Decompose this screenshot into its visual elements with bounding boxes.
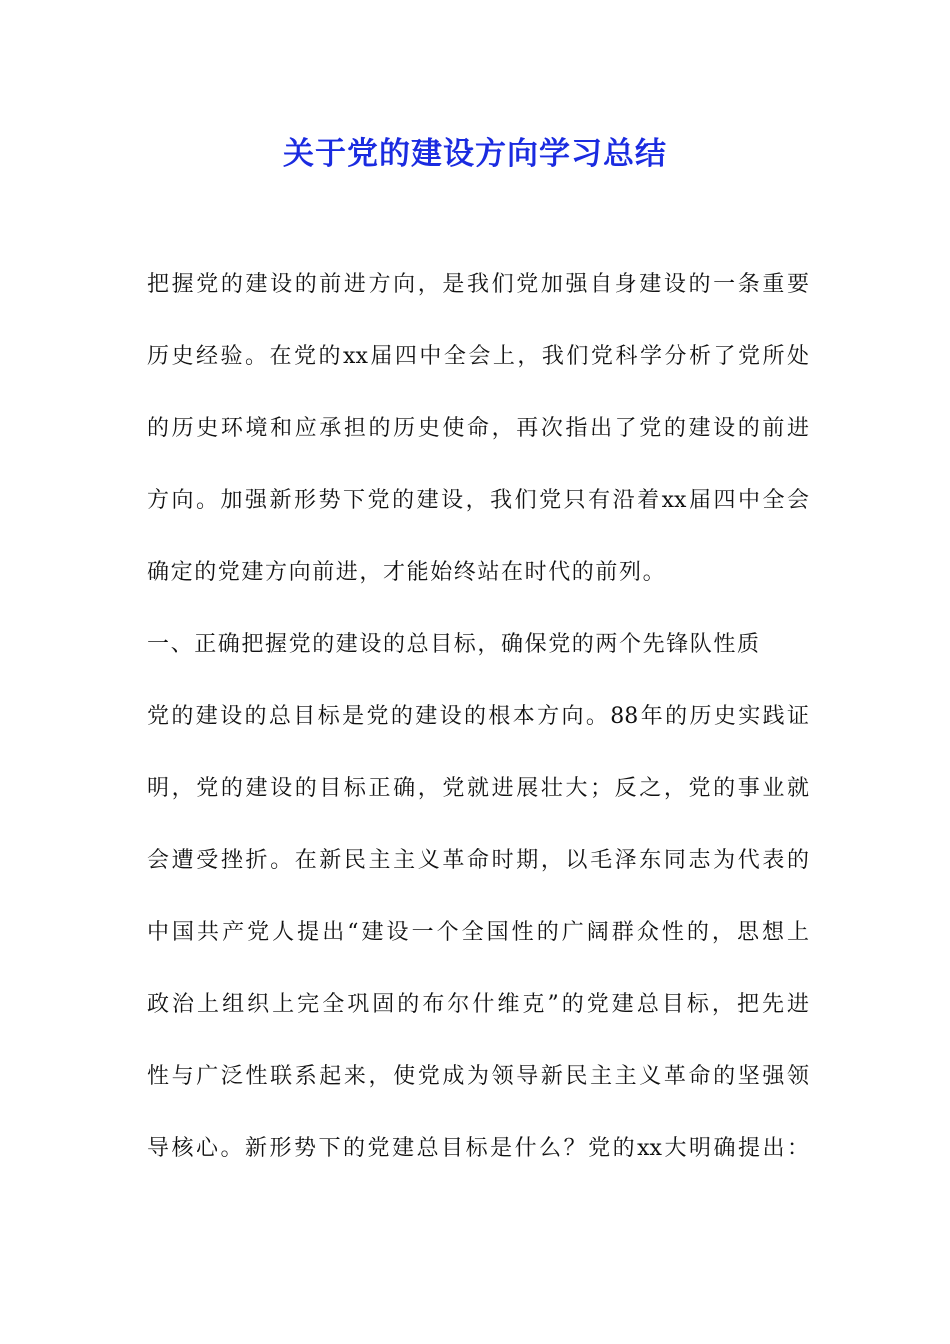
paragraph-2-line-1: 党的建设的总目标是党的建设的根本方向。88年的历史实践证 <box>147 704 809 729</box>
paragraph-2-line-5: 政治上组织上完全巩固的布尔什维克”的党建总目标，把先进 <box>147 992 809 1017</box>
section-heading-1: 一、正确把握党的建设的总目标，确保党的两个先锋队性质 <box>147 632 761 657</box>
paragraph-2-line-6: 性与广泛性联系起来，使党成为领导新民主主义革命的坚强领 <box>147 1064 809 1089</box>
document-title: 关于党的建设方向学习总结 <box>283 136 667 172</box>
paragraph-1-line-2: 历史经验。在党的xx届四中全会上，我们党科学分析了党所处 <box>147 344 809 369</box>
paragraph-1-line-5: 确定的党建方向前进，才能始终站在时代的前列。 <box>147 560 667 585</box>
paragraph-2-line-4: 中国共产党人提出“建设一个全国性的广阔群众性的，思想上 <box>147 920 809 945</box>
paragraph-2-line-2: 明，党的建设的目标正确，党就进展壮大；反之，党的事业就 <box>147 776 809 801</box>
paragraph-2-line-7: 导核心。新形势下的党建总目标是什么？党的xx大明确提出： <box>147 1136 809 1161</box>
paragraph-1-line-4: 方向。加强新形势下党的建设，我们党只有沿着xx届四中全会 <box>147 488 809 513</box>
paragraph-1-line-1: 把握党的建设的前进方向，是我们党加强自身建设的一条重要 <box>147 272 809 297</box>
paragraph-1-line-3: 的历史环境和应承担的历史使命，再次指出了党的建设的前进 <box>147 416 809 441</box>
paragraph-2-line-3: 会遭受挫折。在新民主主义革命时期，以毛泽东同志为代表的 <box>147 848 809 873</box>
